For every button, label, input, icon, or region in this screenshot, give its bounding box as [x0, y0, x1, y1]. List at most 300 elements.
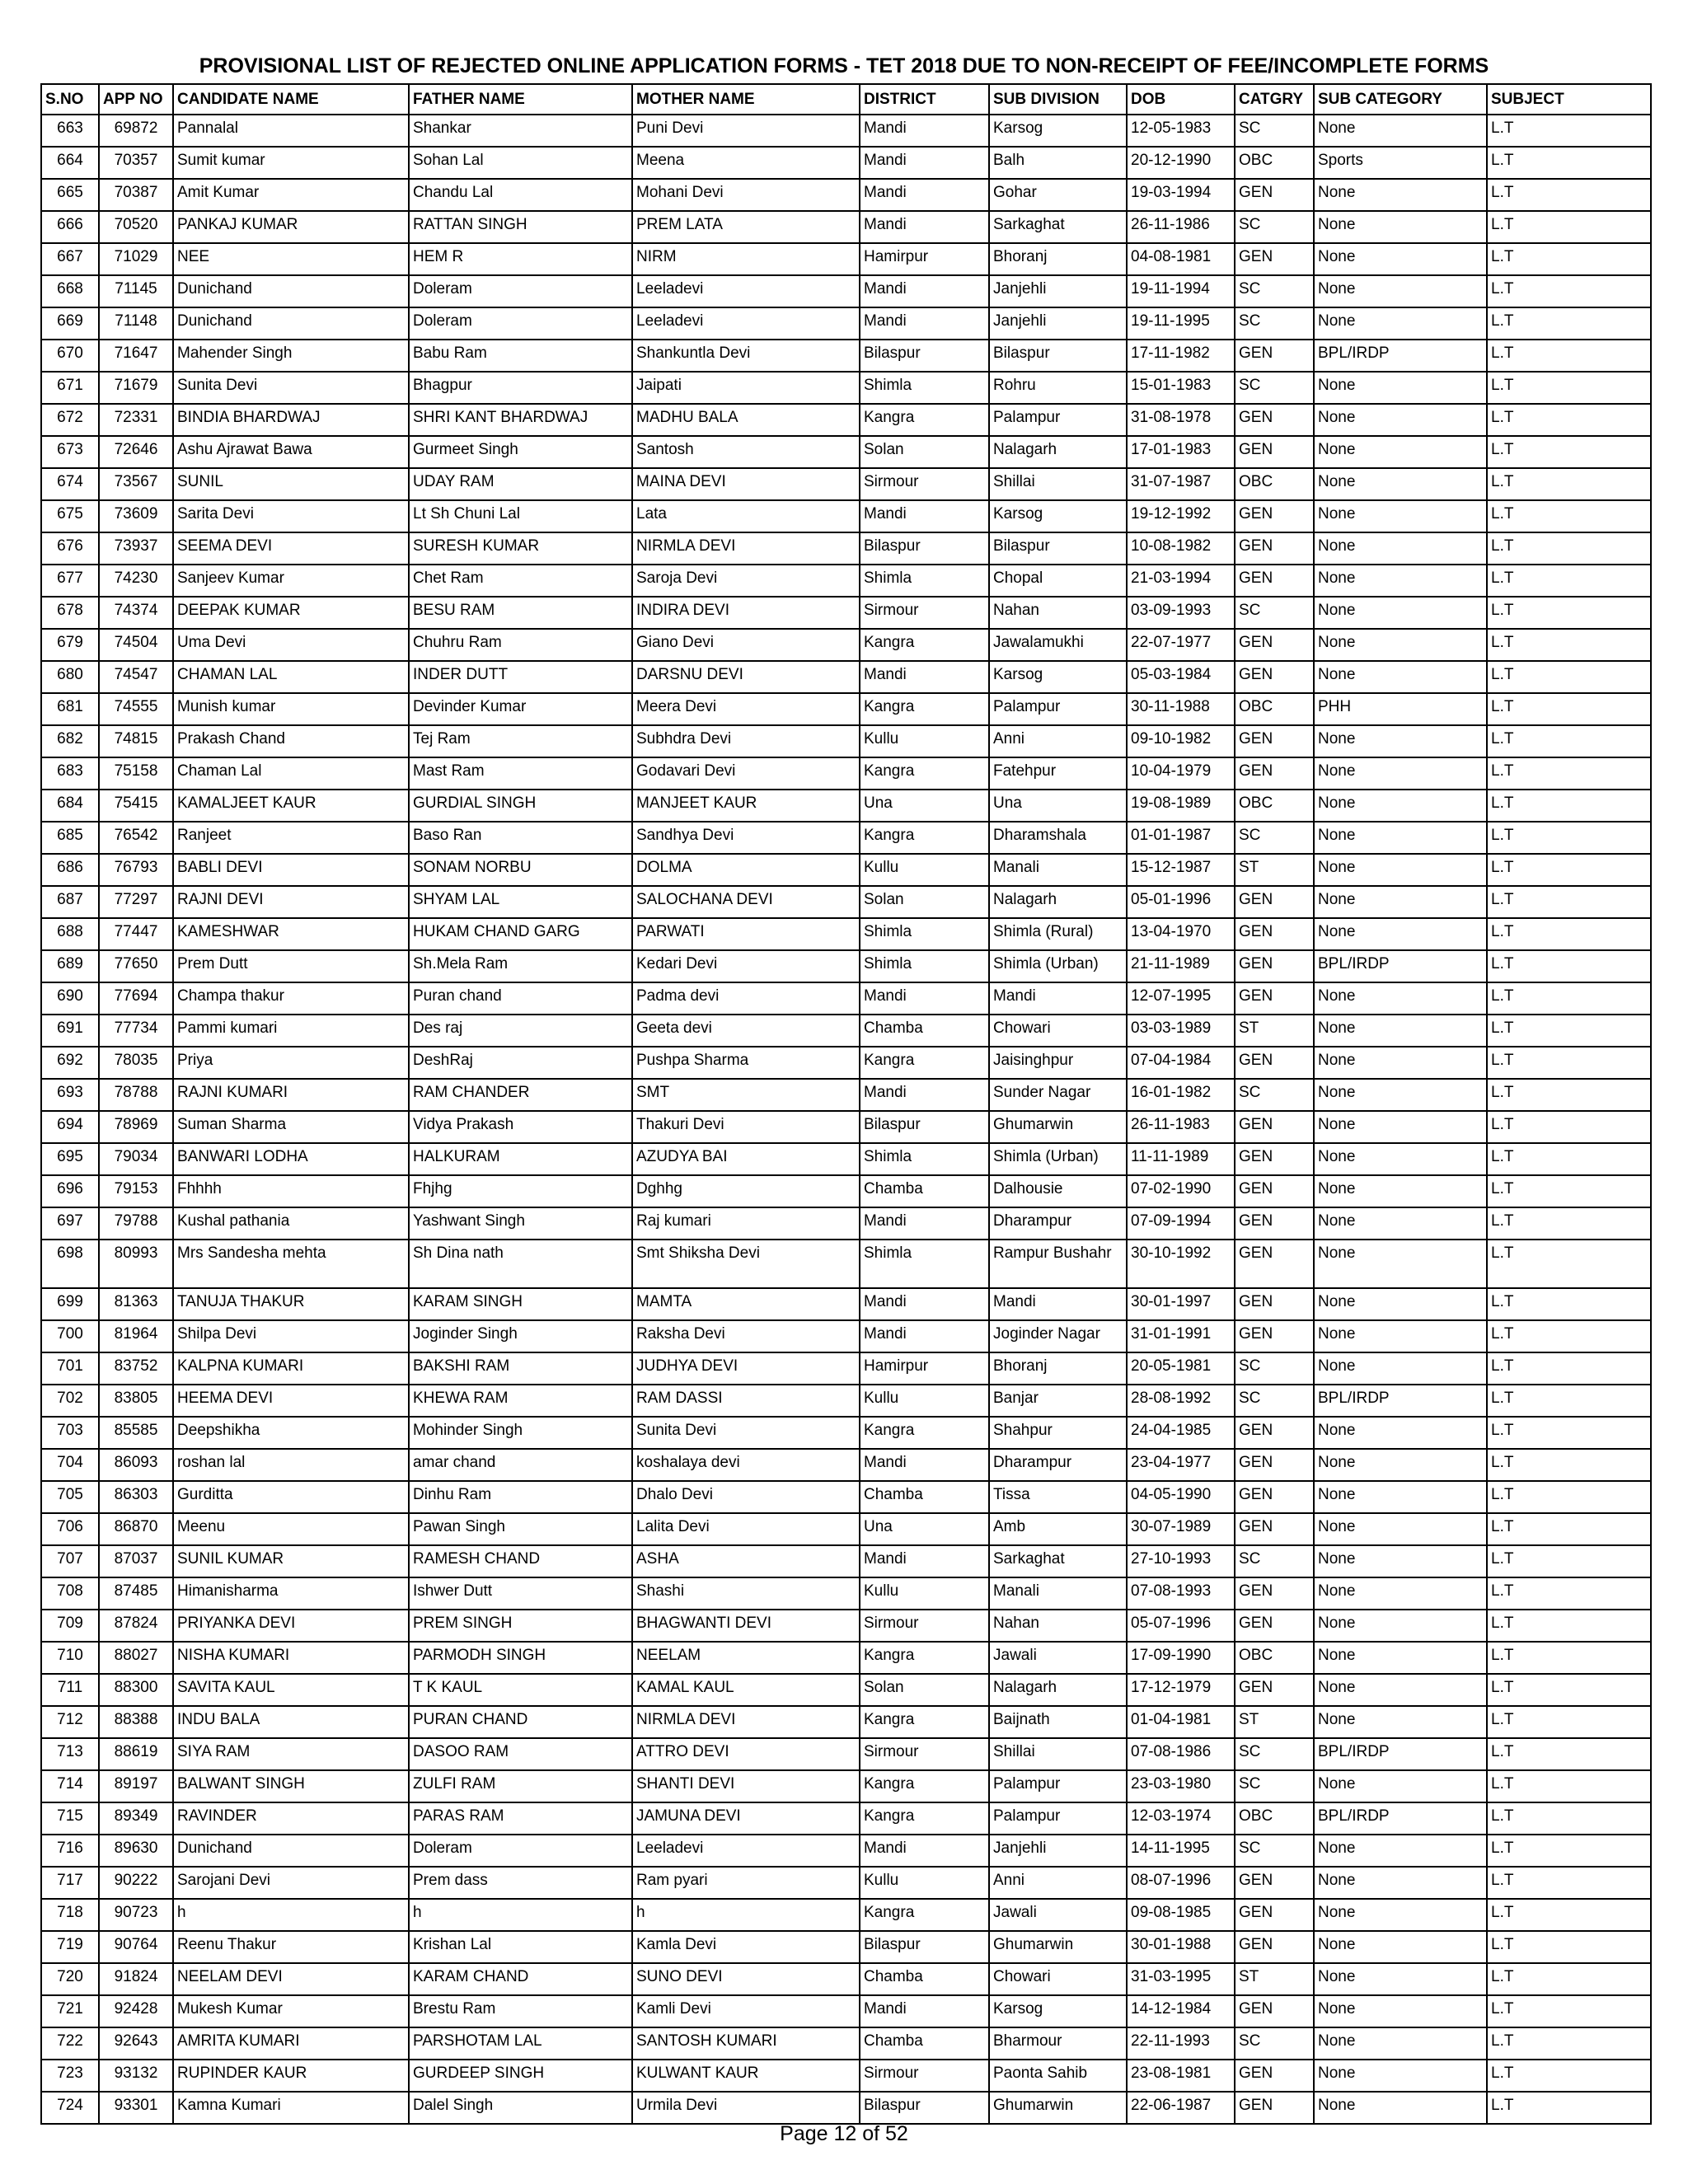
- col-mother-name-cell: BHAGWANTI DEVI: [632, 1610, 860, 1642]
- col-mother-name-cell: MAINA DEVI: [632, 468, 860, 500]
- col-sub-category-cell: None: [1314, 179, 1487, 211]
- col-father-name-cell: Joginder Singh: [409, 1320, 632, 1352]
- col-father-name-cell: KHEWA RAM: [409, 1385, 632, 1417]
- col-father-name-cell: Vidya Prakash: [409, 1111, 632, 1143]
- col-dob-cell: 09-10-1982: [1127, 725, 1235, 757]
- col-sub-division-cell: Mandi: [989, 982, 1127, 1015]
- col-dob-cell: 30-10-1992: [1127, 1240, 1235, 1288]
- col-sub-division-cell: Shimla (Rural): [989, 918, 1127, 950]
- col-category-header: CATGRY: [1235, 84, 1314, 115]
- col-mother-name-cell: Meera Devi: [632, 693, 860, 725]
- col-dob-cell: 04-05-1990: [1127, 1481, 1235, 1513]
- col-dob-cell: 27-10-1993: [1127, 1545, 1235, 1577]
- col-sno-cell: 708: [41, 1577, 99, 1610]
- col-category-cell: SC: [1235, 1079, 1314, 1111]
- col-sub-category-cell: None: [1314, 1240, 1487, 1288]
- col-dob-cell: 10-04-1979: [1127, 757, 1235, 790]
- col-sub-category-cell: None: [1314, 115, 1487, 147]
- col-sno-cell: 695: [41, 1143, 99, 1175]
- col-sub-division-cell: Palampur: [989, 1770, 1127, 1802]
- col-subject-cell: L.T: [1487, 1770, 1651, 1802]
- col-dob-cell: 12-07-1995: [1127, 982, 1235, 1015]
- col-sno-cell: 680: [41, 661, 99, 693]
- col-app-no-cell: 72646: [99, 436, 173, 468]
- col-subject-cell: L.T: [1487, 597, 1651, 629]
- table-row: [41, 147, 1651, 179]
- col-district-cell: Shimla: [860, 565, 989, 597]
- col-mother-name-cell: Padma devi: [632, 982, 860, 1015]
- col-sno-cell: 720: [41, 1963, 99, 1995]
- col-district-cell: Kangra: [860, 693, 989, 725]
- col-mother-name-cell: Shankuntla Devi: [632, 340, 860, 372]
- col-subject-cell: L.T: [1487, 179, 1651, 211]
- table-row: [41, 1385, 1651, 1417]
- col-district-cell: Kangra: [860, 404, 989, 436]
- col-sub-division-cell: Nahan: [989, 597, 1127, 629]
- table-row: [41, 404, 1651, 436]
- col-dob-header: DOB: [1127, 84, 1235, 115]
- col-candidate-name-cell: BALWANT SINGH: [173, 1770, 409, 1802]
- col-subject-cell: L.T: [1487, 854, 1651, 886]
- col-sub-category-cell: None: [1314, 468, 1487, 500]
- col-district-cell: Hamirpur: [860, 243, 989, 275]
- col-district-cell: Chamba: [860, 1481, 989, 1513]
- col-mother-name-cell: Puni Devi: [632, 115, 860, 147]
- col-app-no-cell: 90764: [99, 1931, 173, 1963]
- col-father-name-cell: RAMESH CHAND: [409, 1545, 632, 1577]
- table-row: [41, 1513, 1651, 1545]
- col-app-no-cell: 79788: [99, 1207, 173, 1240]
- col-dob-cell: 17-01-1983: [1127, 436, 1235, 468]
- col-app-no-cell: 77734: [99, 1015, 173, 1047]
- col-app-no-cell: 86303: [99, 1481, 173, 1513]
- col-category-cell: GEN: [1235, 950, 1314, 982]
- col-subject-cell: L.T: [1487, 1931, 1651, 1963]
- col-sub-category-cell: None: [1314, 1047, 1487, 1079]
- col-subject-cell: L.T: [1487, 1240, 1651, 1288]
- col-sub-category-cell: None: [1314, 1674, 1487, 1706]
- col-sno-cell: 670: [41, 340, 99, 372]
- col-dob-cell: 05-07-1996: [1127, 1610, 1235, 1642]
- col-candidate-name-cell: BABLI DEVI: [173, 854, 409, 886]
- col-district-cell: Mandi: [860, 211, 989, 243]
- col-candidate-name-cell: Pannalal: [173, 115, 409, 147]
- col-sub-category-cell: None: [1314, 372, 1487, 404]
- col-mother-name-cell: Kamla Devi: [632, 1931, 860, 1963]
- col-subject-cell: L.T: [1487, 629, 1651, 661]
- col-sub-division-cell: Chopal: [989, 565, 1127, 597]
- col-district-cell: Kullu: [860, 854, 989, 886]
- col-category-cell: GEN: [1235, 1899, 1314, 1931]
- col-sno-cell: 663: [41, 115, 99, 147]
- col-father-name-cell: Doleram: [409, 275, 632, 307]
- col-category-cell: GEN: [1235, 725, 1314, 757]
- col-mother-name-cell: Saroja Devi: [632, 565, 860, 597]
- col-dob-cell: 16-01-1982: [1127, 1079, 1235, 1111]
- col-dob-cell: 30-01-1988: [1127, 1931, 1235, 1963]
- col-category-cell: GEN: [1235, 918, 1314, 950]
- col-sub-category-cell: Sports: [1314, 147, 1487, 179]
- col-sub-division-cell: Janjehli: [989, 1835, 1127, 1867]
- table-row: [41, 1288, 1651, 1320]
- col-category-cell: SC: [1235, 597, 1314, 629]
- col-sub-division-cell: Manali: [989, 1577, 1127, 1610]
- col-sno-cell: 713: [41, 1738, 99, 1770]
- col-district-cell: Solan: [860, 886, 989, 918]
- col-district-cell: Mandi: [860, 1207, 989, 1240]
- col-father-name-cell: Chet Ram: [409, 565, 632, 597]
- col-sub-category-cell: None: [1314, 1015, 1487, 1047]
- col-candidate-name-cell: BINDIA BHARDWAJ: [173, 404, 409, 436]
- col-mother-name-cell: MAMTA: [632, 1288, 860, 1320]
- col-app-no-cell: 79034: [99, 1143, 173, 1175]
- col-category-cell: OBC: [1235, 693, 1314, 725]
- col-category-cell: GEN: [1235, 1417, 1314, 1449]
- table-row: [41, 1963, 1651, 1995]
- col-father-name-cell: Lt Sh Chuni Lal: [409, 500, 632, 532]
- col-father-name-cell: Prem dass: [409, 1867, 632, 1899]
- col-candidate-name-cell: NEELAM DEVI: [173, 1963, 409, 1995]
- col-sub-division-cell: Rohru: [989, 372, 1127, 404]
- col-sub-category-cell: None: [1314, 1706, 1487, 1738]
- col-sno-cell: 696: [41, 1175, 99, 1207]
- table-row: [41, 1207, 1651, 1240]
- col-dob-cell: 22-11-1993: [1127, 2027, 1235, 2060]
- col-app-no-cell: 71647: [99, 340, 173, 372]
- col-district-cell: Mandi: [860, 1545, 989, 1577]
- col-sno-cell: 722: [41, 2027, 99, 2060]
- col-sub-category-cell: None: [1314, 436, 1487, 468]
- col-subject-cell: L.T: [1487, 1513, 1651, 1545]
- col-father-name-cell: Dinhu Ram: [409, 1481, 632, 1513]
- col-subject-cell: L.T: [1487, 307, 1651, 340]
- col-subject-cell: L.T: [1487, 1352, 1651, 1385]
- col-sub-division-cell: Tissa: [989, 1481, 1127, 1513]
- col-district-cell: Mandi: [860, 1320, 989, 1352]
- col-app-no-cell: 80993: [99, 1240, 173, 1288]
- col-mother-name-cell: MANJEET KAUR: [632, 790, 860, 822]
- col-app-no-cell: 81363: [99, 1288, 173, 1320]
- col-subject-cell: L.T: [1487, 1385, 1651, 1417]
- col-sub-division-cell: Shillai: [989, 468, 1127, 500]
- col-father-name-cell: SONAM NORBU: [409, 854, 632, 886]
- col-mother-name-cell: Raksha Devi: [632, 1320, 860, 1352]
- col-father-name-cell: GURDEEP SINGH: [409, 2060, 632, 2092]
- col-sub-category-cell: None: [1314, 1610, 1487, 1642]
- col-sno-cell: 703: [41, 1417, 99, 1449]
- col-candidate-name-cell: Fhhhh: [173, 1175, 409, 1207]
- col-category-cell: SC: [1235, 211, 1314, 243]
- col-mother-name-header: MOTHER NAME: [632, 84, 860, 115]
- col-dob-cell: 14-12-1984: [1127, 1995, 1235, 2027]
- col-father-name-cell: PARAS RAM: [409, 1802, 632, 1835]
- col-category-cell: ST: [1235, 1963, 1314, 1995]
- col-sno-cell: 693: [41, 1079, 99, 1111]
- col-candidate-name-cell: AMRITA KUMARI: [173, 2027, 409, 2060]
- col-mother-name-cell: SMT: [632, 1079, 860, 1111]
- col-app-no-cell: 83805: [99, 1385, 173, 1417]
- col-candidate-name-cell: KAMESHWAR: [173, 918, 409, 950]
- col-sno-cell: 697: [41, 1207, 99, 1240]
- col-sno-cell: 688: [41, 918, 99, 950]
- col-district-cell: Bilaspur: [860, 2092, 989, 2124]
- col-candidate-name-cell: Kushal pathania: [173, 1207, 409, 1240]
- col-subject-cell: L.T: [1487, 275, 1651, 307]
- table-row: [41, 886, 1651, 918]
- col-father-name-cell: Pawan Singh: [409, 1513, 632, 1545]
- col-sub-category-cell: None: [1314, 918, 1487, 950]
- col-sub-category-cell: None: [1314, 854, 1487, 886]
- col-district-cell: Solan: [860, 1674, 989, 1706]
- col-category-cell: GEN: [1235, 629, 1314, 661]
- col-sno-cell: 679: [41, 629, 99, 661]
- col-sub-category-cell: None: [1314, 1770, 1487, 1802]
- col-father-name-cell: RATTAN SINGH: [409, 211, 632, 243]
- col-father-name-cell: Des raj: [409, 1015, 632, 1047]
- col-sub-division-cell: Anni: [989, 725, 1127, 757]
- col-dob-cell: 17-09-1990: [1127, 1642, 1235, 1674]
- col-district-cell: Mandi: [860, 147, 989, 179]
- col-candidate-name-cell: Mukesh Kumar: [173, 1995, 409, 2027]
- col-sub-division-cell: Karsog: [989, 1995, 1127, 2027]
- col-category-cell: SC: [1235, 115, 1314, 147]
- col-sno-cell: 724: [41, 2092, 99, 2124]
- col-sub-category-cell: None: [1314, 886, 1487, 918]
- col-dob-cell: 13-04-1970: [1127, 918, 1235, 950]
- col-app-no-cell: 70520: [99, 211, 173, 243]
- table-row: [41, 1240, 1651, 1288]
- col-sno-cell: 678: [41, 597, 99, 629]
- col-app-no-cell: 73609: [99, 500, 173, 532]
- col-app-no-cell: 74547: [99, 661, 173, 693]
- col-dob-cell: 17-12-1979: [1127, 1674, 1235, 1706]
- col-sub-category-cell: None: [1314, 982, 1487, 1015]
- col-category-cell: GEN: [1235, 243, 1314, 275]
- col-candidate-name-cell: RAJNI DEVI: [173, 886, 409, 918]
- col-sub-category-cell: None: [1314, 1931, 1487, 1963]
- col-dob-cell: 07-09-1994: [1127, 1207, 1235, 1240]
- table-row: [41, 436, 1651, 468]
- col-sub-division-cell: Una: [989, 790, 1127, 822]
- table-row: [41, 1449, 1651, 1481]
- col-mother-name-cell: Sandhya Devi: [632, 822, 860, 854]
- col-father-name-cell: Yashwant Singh: [409, 1207, 632, 1240]
- col-dob-cell: 21-11-1989: [1127, 950, 1235, 982]
- col-candidate-name-cell: DEEPAK KUMAR: [173, 597, 409, 629]
- col-mother-name-cell: koshalaya devi: [632, 1449, 860, 1481]
- col-sub-category-cell: None: [1314, 1963, 1487, 1995]
- col-sub-category-header: SUB CATEGORY: [1314, 84, 1487, 115]
- col-father-name-cell: Baso Ran: [409, 822, 632, 854]
- col-sub-category-cell: None: [1314, 1513, 1487, 1545]
- col-candidate-name-cell: Munish kumar: [173, 693, 409, 725]
- col-sub-division-cell: Ghumarwin: [989, 1111, 1127, 1143]
- col-category-cell: GEN: [1235, 179, 1314, 211]
- col-mother-name-cell: ATTRO DEVI: [632, 1738, 860, 1770]
- table-row: [41, 243, 1651, 275]
- col-subject-cell: L.T: [1487, 1449, 1651, 1481]
- col-mother-name-cell: NIRM: [632, 243, 860, 275]
- col-father-name-cell: Brestu Ram: [409, 1995, 632, 2027]
- col-sub-category-cell: BPL/IRDP: [1314, 1385, 1487, 1417]
- col-district-cell: Una: [860, 1513, 989, 1545]
- col-district-cell: Sirmour: [860, 1610, 989, 1642]
- col-district-cell: Mandi: [860, 1995, 989, 2027]
- col-candidate-name-cell: Sumit kumar: [173, 147, 409, 179]
- col-district-cell: Shimla: [860, 1240, 989, 1288]
- table-row: [41, 275, 1651, 307]
- col-subject-cell: L.T: [1487, 1481, 1651, 1513]
- col-dob-cell: 14-11-1995: [1127, 1835, 1235, 1867]
- col-candidate-name-cell: Dunichand: [173, 1835, 409, 1867]
- col-category-cell: SC: [1235, 822, 1314, 854]
- table-header-row: [41, 84, 1651, 115]
- col-subject-cell: L.T: [1487, 822, 1651, 854]
- col-candidate-name-cell: Reenu Thakur: [173, 1931, 409, 1963]
- col-app-no-cell: 89349: [99, 1802, 173, 1835]
- col-sno-cell: 704: [41, 1449, 99, 1481]
- col-sub-category-cell: None: [1314, 500, 1487, 532]
- col-sub-category-cell: None: [1314, 1175, 1487, 1207]
- col-dob-cell: 23-04-1977: [1127, 1449, 1235, 1481]
- col-district-cell: Mandi: [860, 1449, 989, 1481]
- col-sub-division-cell: Bilaspur: [989, 532, 1127, 565]
- col-candidate-name-cell: PANKAJ KUMAR: [173, 211, 409, 243]
- col-mother-name-cell: Smt Shiksha Devi: [632, 1240, 860, 1288]
- col-district-cell: Kangra: [860, 629, 989, 661]
- col-dob-cell: 21-03-1994: [1127, 565, 1235, 597]
- col-subject-cell: L.T: [1487, 1015, 1651, 1047]
- col-app-no-cell: 87485: [99, 1577, 173, 1610]
- col-sub-category-cell: PHH: [1314, 693, 1487, 725]
- col-app-no-cell: 71679: [99, 372, 173, 404]
- col-dob-cell: 01-04-1981: [1127, 1706, 1235, 1738]
- col-candidate-name-cell: SUNIL: [173, 468, 409, 500]
- col-sub-division-cell: Ghumarwin: [989, 2092, 1127, 2124]
- table-row: [41, 1577, 1651, 1610]
- table-row: [41, 1867, 1651, 1899]
- col-category-cell: GEN: [1235, 886, 1314, 918]
- col-mother-name-cell: Pushpa Sharma: [632, 1047, 860, 1079]
- col-district-cell: Sirmour: [860, 597, 989, 629]
- col-father-name-cell: BESU RAM: [409, 597, 632, 629]
- col-father-name-cell: Babu Ram: [409, 340, 632, 372]
- col-candidate-name-cell: Ashu Ajrawat Bawa: [173, 436, 409, 468]
- col-sno-cell: 673: [41, 436, 99, 468]
- col-category-cell: SC: [1235, 1545, 1314, 1577]
- col-category-cell: GEN: [1235, 1481, 1314, 1513]
- col-mother-name-cell: Mohani Devi: [632, 179, 860, 211]
- col-mother-name-cell: Sunita Devi: [632, 1417, 860, 1449]
- table-row: [41, 629, 1651, 661]
- col-sub-category-cell: None: [1314, 597, 1487, 629]
- col-sub-division-cell: Bharmour: [989, 2027, 1127, 2060]
- col-dob-cell: 30-11-1988: [1127, 693, 1235, 725]
- col-mother-name-cell: Urmila Devi: [632, 2092, 860, 2124]
- table-row: [41, 1079, 1651, 1111]
- col-app-no-cell: 70387: [99, 179, 173, 211]
- col-sub-category-cell: None: [1314, 1545, 1487, 1577]
- col-sno-cell: 715: [41, 1802, 99, 1835]
- col-app-no-cell: 72331: [99, 404, 173, 436]
- col-app-no-cell: 74504: [99, 629, 173, 661]
- col-sub-division-cell: Balh: [989, 147, 1127, 179]
- col-father-name-cell: Mohinder Singh: [409, 1417, 632, 1449]
- col-candidate-name-cell: Chaman Lal: [173, 757, 409, 790]
- col-father-name-cell: Ishwer Dutt: [409, 1577, 632, 1610]
- col-district-cell: Mandi: [860, 307, 989, 340]
- col-subject-cell: L.T: [1487, 532, 1651, 565]
- col-app-no-cell: 71145: [99, 275, 173, 307]
- col-category-cell: GEN: [1235, 2092, 1314, 2124]
- col-app-no-cell: 76542: [99, 822, 173, 854]
- col-category-cell: GEN: [1235, 1111, 1314, 1143]
- col-district-cell: Kullu: [860, 725, 989, 757]
- col-sub-division-cell: Nalagarh: [989, 886, 1127, 918]
- col-sno-cell: 718: [41, 1899, 99, 1931]
- col-mother-name-cell: JUDHYA DEVI: [632, 1352, 860, 1385]
- col-sno-cell: 683: [41, 757, 99, 790]
- col-dob-cell: 24-04-1985: [1127, 1417, 1235, 1449]
- col-sub-division-cell: Jawali: [989, 1899, 1127, 1931]
- col-sub-category-cell: BPL/IRDP: [1314, 1802, 1487, 1835]
- col-sub-division-cell: Nahan: [989, 1610, 1127, 1642]
- col-subject-cell: L.T: [1487, 115, 1651, 147]
- col-sno-cell: 717: [41, 1867, 99, 1899]
- col-dob-cell: 12-03-1974: [1127, 1802, 1235, 1835]
- col-district-cell: Shimla: [860, 918, 989, 950]
- col-candidate-name-cell: Uma Devi: [173, 629, 409, 661]
- col-father-name-cell: h: [409, 1899, 632, 1931]
- col-sub-division-cell: Bilaspur: [989, 340, 1127, 372]
- col-sno-cell: 674: [41, 468, 99, 500]
- col-district-cell: Kullu: [860, 1577, 989, 1610]
- col-sub-category-cell: None: [1314, 1207, 1487, 1240]
- col-subject-cell: L.T: [1487, 790, 1651, 822]
- col-category-cell: OBC: [1235, 468, 1314, 500]
- col-sub-division-cell: Mandi: [989, 1288, 1127, 1320]
- col-mother-name-cell: Lata: [632, 500, 860, 532]
- col-sno-cell: 705: [41, 1481, 99, 1513]
- col-sno-cell: 710: [41, 1642, 99, 1674]
- col-candidate-name-cell: Sarojani Devi: [173, 1867, 409, 1899]
- col-category-cell: GEN: [1235, 1931, 1314, 1963]
- table-row: [41, 2092, 1651, 2124]
- col-father-name-cell: Doleram: [409, 1835, 632, 1867]
- col-sub-division-cell: Sarkaghat: [989, 1545, 1127, 1577]
- col-subject-cell: L.T: [1487, 2060, 1651, 2092]
- col-father-name-cell: Puran chand: [409, 982, 632, 1015]
- col-subject-cell: L.T: [1487, 982, 1651, 1015]
- col-sno-cell: 671: [41, 372, 99, 404]
- col-father-name-cell: DeshRaj: [409, 1047, 632, 1079]
- col-sub-category-cell: None: [1314, 1288, 1487, 1320]
- col-subject-cell: L.T: [1487, 1835, 1651, 1867]
- col-dob-cell: 11-11-1989: [1127, 1143, 1235, 1175]
- col-dob-cell: 19-11-1994: [1127, 275, 1235, 307]
- col-mother-name-cell: DOLMA: [632, 854, 860, 886]
- col-app-no-cell: 77447: [99, 918, 173, 950]
- col-mother-name-cell: Leeladevi: [632, 1835, 860, 1867]
- col-category-cell: ST: [1235, 1706, 1314, 1738]
- col-app-no-cell: 78035: [99, 1047, 173, 1079]
- col-sno-cell: 681: [41, 693, 99, 725]
- table-row: [41, 757, 1651, 790]
- col-sub-category-cell: None: [1314, 1867, 1487, 1899]
- col-app-no-cell: 93301: [99, 2092, 173, 2124]
- col-subject-cell: L.T: [1487, 886, 1651, 918]
- col-dob-cell: 07-02-1990: [1127, 1175, 1235, 1207]
